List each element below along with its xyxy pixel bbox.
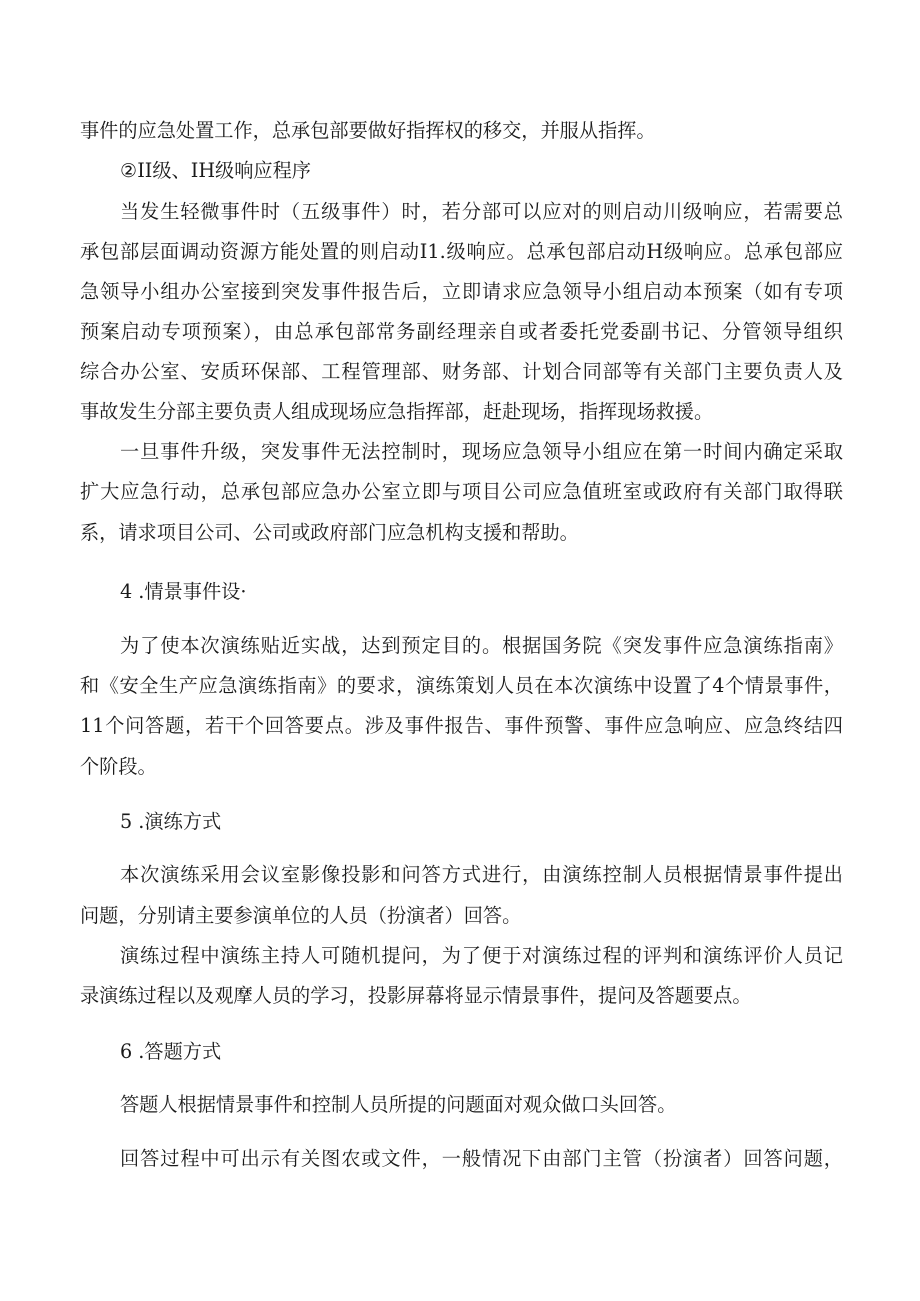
text-line: 扩大应急行动，总承包部应急办公室立即与项目公司应急值班室或政府有关部门取得联 xyxy=(80,480,843,503)
text-line: 急领导小组办公室接到突发事件报告后，立即请求应急领导小组启动本预案（如有专项 xyxy=(80,280,843,303)
section-heading-6: 6 .答题方式 xyxy=(120,1040,222,1063)
text-line: 和《安全生产应急演练指南》的要求，演练策划人员在本次演练中设置了4个情景事件， xyxy=(80,674,843,697)
text-line: 当发生轻微事件时（五级事件）时，若分部可以应对的则启动川级响应，若需要总 xyxy=(120,200,843,223)
text-line: 预案启动专项预案），由总承包部常务副经理亲自或者委托党委副书记、分管领导组织 xyxy=(80,320,843,343)
section-subheading: ②II级、IH级响应程序 xyxy=(120,159,311,182)
section-heading-4: 4 .情景事件设· xyxy=(120,580,247,603)
text-line: 11个问答题，若干个回答要点。涉及事件报告、事件预警、事件应急响应、应急终结四 xyxy=(80,714,843,737)
text-line: 本次演练采用会议室影像投影和问答方式进行，由演练控制人员根据情景事件提出 xyxy=(120,863,843,886)
text-line: 演练过程中演练主持人可随机提问，为了便于对演练过程的评判和演练评价人员记 xyxy=(120,944,843,967)
text-line: 系，请求项目公司、公司或政府部门应急机构支援和帮助。 xyxy=(80,521,579,544)
text-line: 一旦事件升级，突发事件无法控制时，现场应急领导小组应在第一时间内确定采取 xyxy=(120,440,843,463)
text-line: 问题，分别请主要参演单位的人员（扮演者）回答。 xyxy=(80,904,522,927)
text-line: 承包部层面调动资源方能处置的则启动I1.级响应。总承包部启动H级响应。总承包部应 xyxy=(80,240,843,263)
text-line: 录演练过程以及观摩人员的学习，投影屏幕将显示情景事件，提问及答题要点。 xyxy=(80,984,752,1007)
text-line: 个阶段。 xyxy=(80,755,157,778)
text-line: 回答过程中可出示有关图农或文件，一般情况下由部门主管（扮演者）回答问题， xyxy=(120,1147,843,1170)
section-heading-5: 5 .演练方式 xyxy=(120,810,222,833)
text-line: 答题人根据情景事件和控制人员所提的问题面对观众做口头回答。 xyxy=(120,1093,677,1116)
text-line: 事件的应急处置工作，总承包部要做好指挥权的移交，并服从指挥。 xyxy=(80,119,656,142)
text-line: 为了使本次演练贴近实战，达到预定目的。根据国务院《突发事件应急演练指南》 xyxy=(120,634,843,657)
text-line: 综合办公室、安质环保部、工程管理部、财务部、计划合同部等有关部门主要负责人及 xyxy=(80,360,843,383)
text-line: 事故发生分部主要负责人组成现场应急指挥部，赶赴现场，指挥现场救援。 xyxy=(80,400,714,423)
